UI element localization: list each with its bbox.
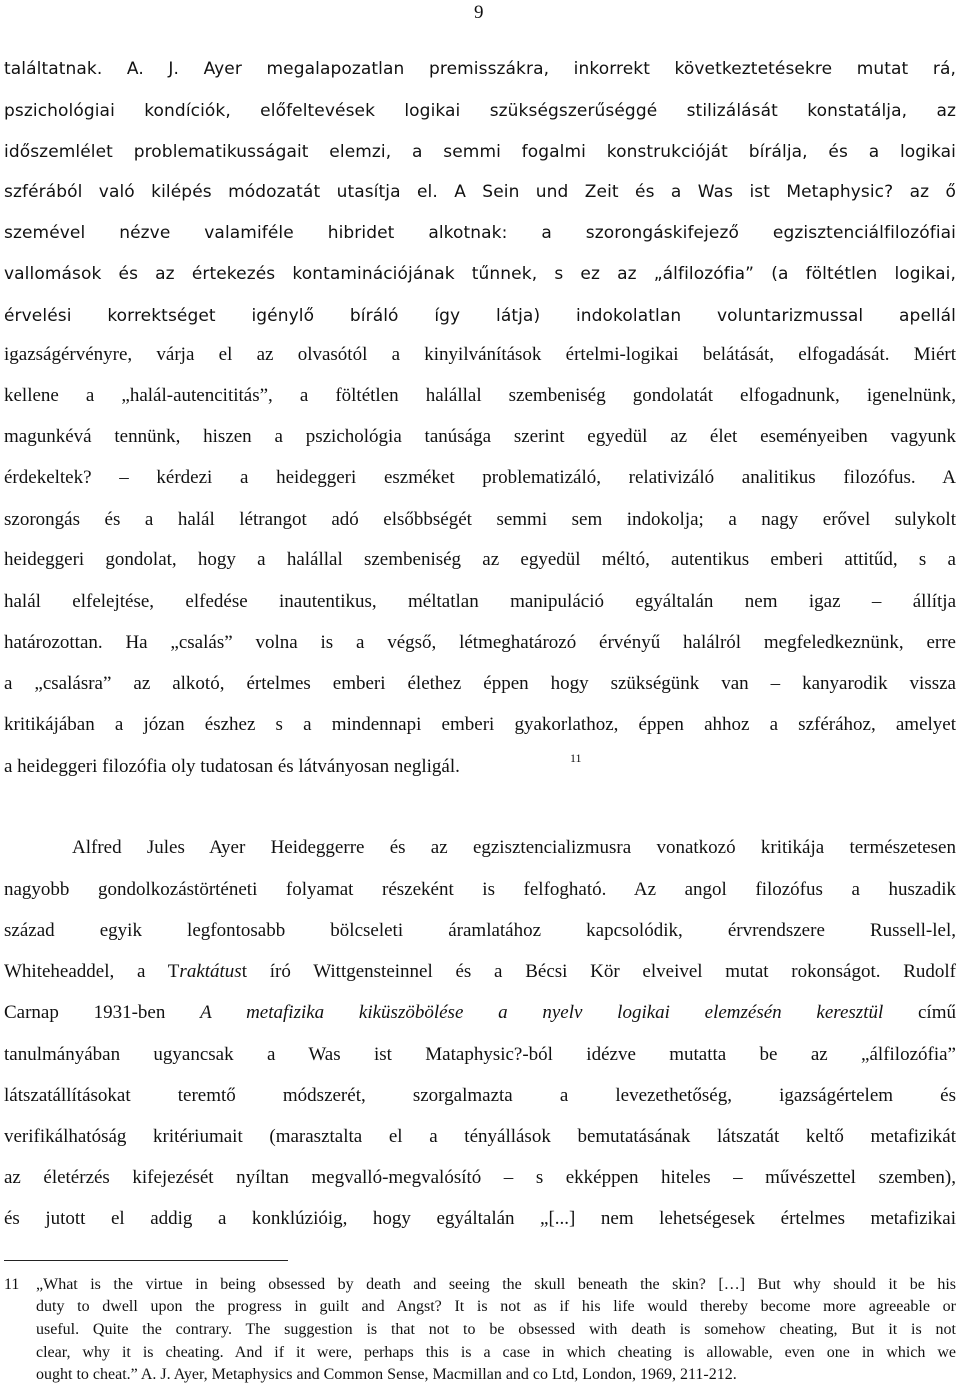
text-line: a heideggeri filozófia oly tudatosan és látványosan negligál. <box>4 756 460 777</box>
text-line: igazságérvényre, várja el az olvasótól a kinyilvánítások értelmi-logikai belátását, elfogadását. Miért <box>4 344 956 365</box>
footnote-line: ought to cheat.” A. J. Ayer, Metaphysics and Common Sense, Macmillan and co Ltd, London, 1969, 211-212. <box>36 1366 737 1383</box>
text-line <box>4 960 956 984</box>
text-line: szférából való kilépés módozatát utasítja el. A Sein und Zeit és a Was ist Metaphysic? az ő <box>4 182 956 202</box>
text-line: érdekeltek? – kérdezi a heideggeri eszméket problematizáló, relativizáló analitikus filozófus. A <box>4 467 956 488</box>
italic-title: A metafizika kiküszöbölése a nyelv logikai elemzésén keresztül <box>200 1002 884 1023</box>
text-line: nagyobb gondolkozástörténeti folyamat részeként is felfogható. Az angol filozófus a huszadik <box>4 879 956 900</box>
footnote-line: clear, why it is cheating. And if it were, perhaps this is a case in which cheating is allowable, even one in which we <box>36 1344 956 1361</box>
text-line: érvelési korrektséget igénylő bíráló így látja) indokolatlan voluntarizmussal apellál <box>4 306 956 326</box>
text-line: kritikájában a józan észhez s a mindennapi emberi gyakorlathoz, éppen ahhoz a szférához, amelyet <box>4 714 956 735</box>
text-segment: Carnap 1931-ben <box>4 1002 201 1023</box>
text-line: vallomások és az értekezés kontaminációjának tűnnek, s ez az „álfilozófia” (a föltétlen logikai, <box>4 264 956 284</box>
text-line: az életérzés kifejezését nyíltan megvalló-megvalósító – s ekképpen hiteles – művészettel szemben), <box>4 1167 956 1188</box>
text-segment: című <box>883 1002 956 1023</box>
footnote-line: duty to dwell upon the progress in guilt and Angst? It is not as if his life would thereby become more agreeable or <box>36 1298 956 1315</box>
text-line: határozottan. Ha „csalás” volna is a végső, létmeghatározó érvényű halálról megfeledkeznünk, erre <box>4 632 956 653</box>
text-line: találtatnak. A. J. Ayer megalapozatlan premisszákra, inkorrekt következtetésekre mutat rá, <box>4 59 956 79</box>
text-line: a „csalásra” az alkotó, értelmes emberi élethez éppen hogy szükségünk van – kanyarodik vissza <box>4 673 956 694</box>
footnote-reference[interactable]: 11 <box>570 751 582 765</box>
text-line: Alfred Jules Ayer Heideggerre és az egzisztencializmusra vonatkozó kritikája természetesen <box>72 837 956 858</box>
text-line: tanulmányában ugyancsak a Was ist Mataphysic?-ból idézve mutatta be az „álfilozófia” <box>4 1044 956 1065</box>
footnote-number: 11 <box>4 1276 20 1293</box>
text-line: szorongás és a halál létrangot adó elsőbbségét semmi sem indokolja; a nagy erővel sulykolt <box>4 509 956 530</box>
text-line: és jutott el addig a konklúzióig, hogy egyáltalán „[...] nem lehetségesek értelmes metafizikai <box>4 1208 956 1229</box>
text-line: magunkévá tennünk, hiszen a pszichológia tanúsága szerint egyedül az élet eseményeiben vagyunk <box>4 426 956 447</box>
italic-title: raktátus <box>179 961 242 982</box>
footnote-line: „What is the virtue in being obsessed by death and seeing the skull beneath the skin? […] But why should it be his <box>36 1276 956 1293</box>
text-line: kellene a „halál-autencititás”, a föltétlen halállal szembeniség gondolatát elfogadnunk, igenelnünk, <box>4 385 956 406</box>
text-line: látszatállításokat teremtő módszerét, szorgalmazta a levezethetőség, igazságértelem és <box>4 1085 956 1106</box>
text-line: verifikálhatóság kritériumait (marasztalta el a tényállások bemutatásának látszatát keltő metafizikát <box>4 1126 956 1147</box>
page-number: 9 <box>474 2 484 23</box>
text-segment: t író Wittgensteinnel és a Bécsi Kör elveivel mutat rokonságot. Rudolf <box>241 961 957 982</box>
footnote-line: useful. Quite the contrary. The suggestion is that not to be obsessed with death is somehow cheating, But it is not <box>36 1321 956 1338</box>
text-line: század egyik legfontosabb bölcseleti áramlatához kapcsolódik, érvrendszere Russell-lel, <box>4 920 956 941</box>
text-line: szemével nézve valamiféle hibridet alkotnak: a szorongáskifejező egzisztenciálfilozófiai <box>4 223 956 243</box>
text-line: időszemlélet problematikusságait elemzi, a semmi fogalmi konstrukcióját bírálja, és a logikai <box>4 142 956 162</box>
text-line: pszichológiai kondíciók, előfeltevések logikai szükségszerűséggé stilizálását konstatálja, az <box>4 101 956 121</box>
text-line <box>4 1001 956 1025</box>
text-segment: Whiteheaddel, a T <box>4 961 180 982</box>
text-line: heideggeri gondolat, hogy a halállal szembeniség az egyedül méltó, autentikus emberi attitűd, s a <box>4 549 956 570</box>
footnote-separator <box>4 1260 288 1261</box>
text-line: halál elfelejtése, elfedése inautentikus, méltatlan manipuláció egyáltalán nem igaz – állítja <box>4 591 956 612</box>
